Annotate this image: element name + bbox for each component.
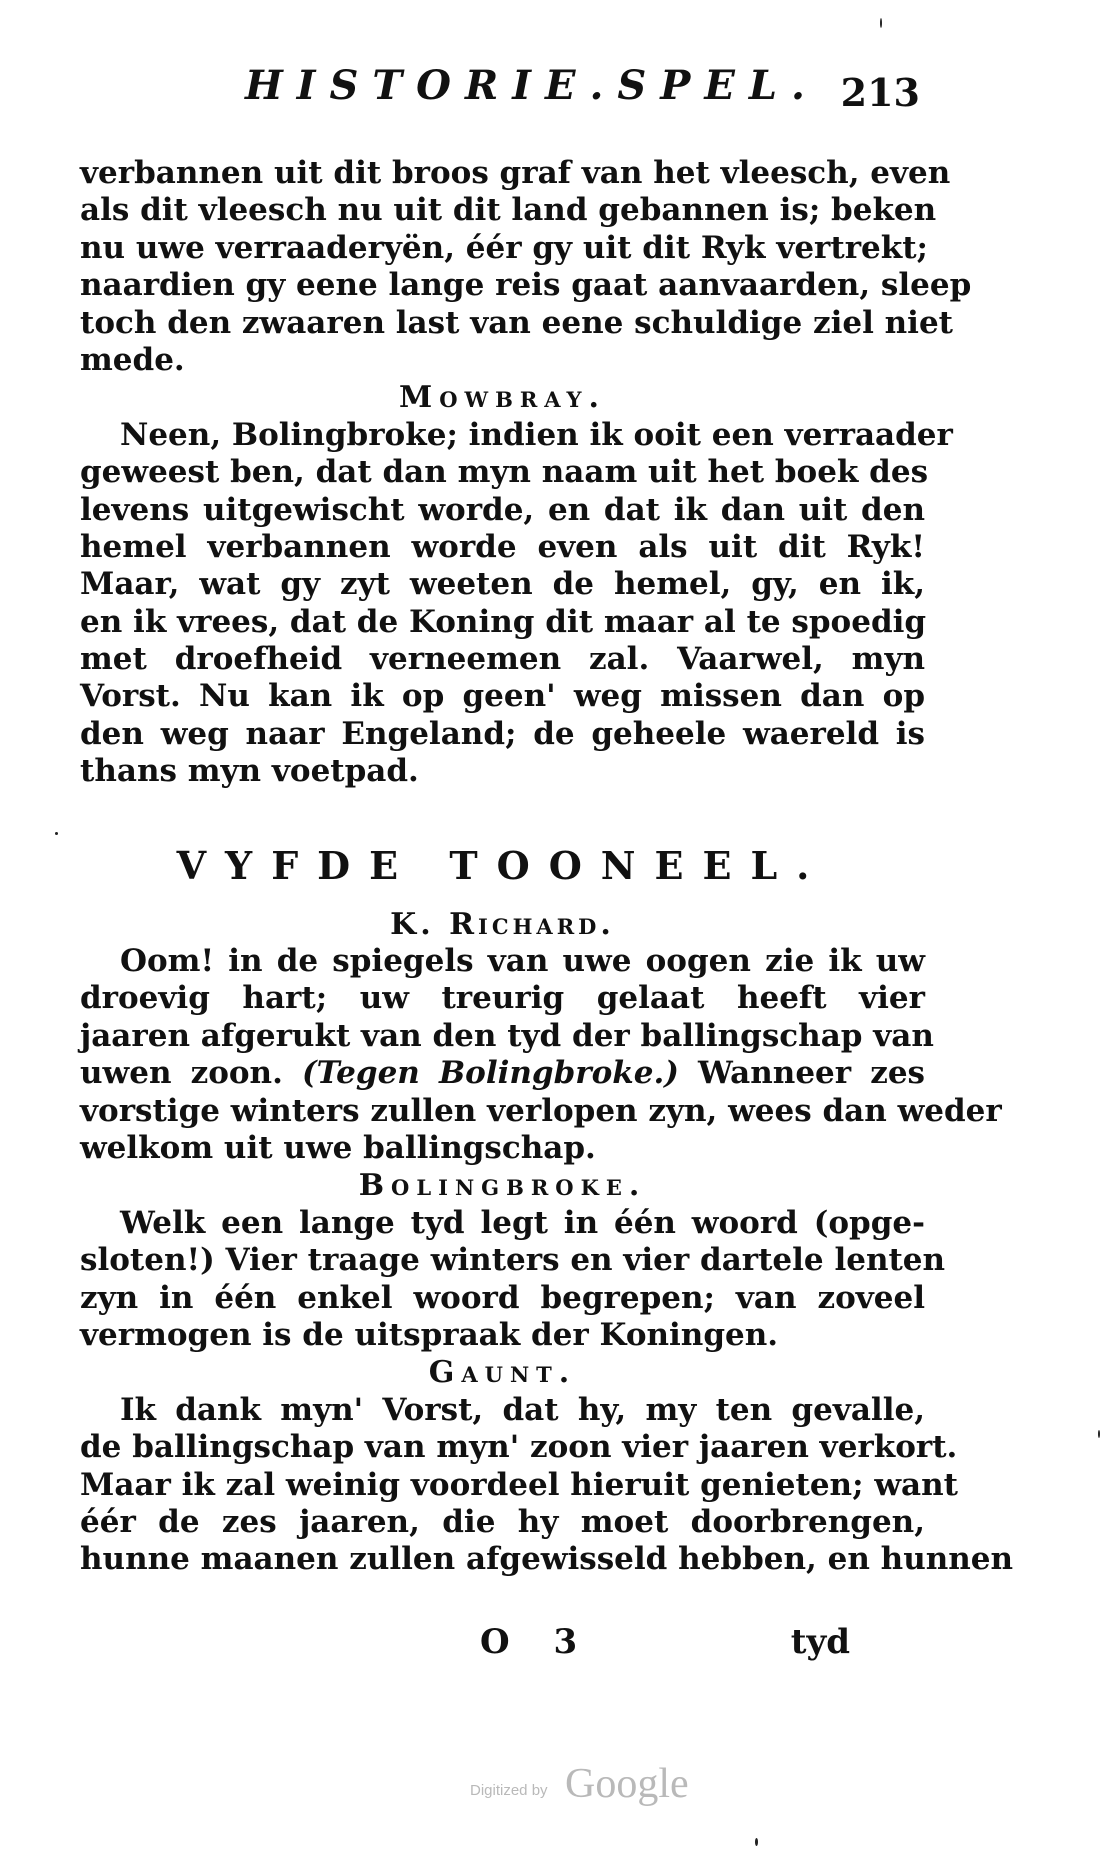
paragraph-gaunt	[80, 1391, 1014, 1579]
speaker-name: K. Richard.	[390, 906, 615, 942]
text-line: hemel verbannen worde even als uit dit Ryk!	[80, 528, 925, 565]
watermark-logo: Google	[565, 1761, 689, 1807]
text-segment: Wanneer zes	[698, 1055, 925, 1092]
text-line: Welk een lange tyd legt in één woord (opge-	[120, 1204, 925, 1241]
stage-direction: (Tegen Bolingbroke.)	[302, 1055, 679, 1092]
paragraph-richard	[80, 943, 1002, 1167]
text-line: vermogen is de uitspraak der Koningen.	[80, 1316, 779, 1353]
speaker-name: Bolingbroke.	[358, 1168, 647, 1204]
text-line: met droefheid verneemen zal. Vaarwel, myn	[80, 641, 925, 678]
paragraph-gaunt-end	[80, 155, 972, 379]
text-line: naardien gy eene lange reis gaat aanvaarden, sleep	[80, 267, 972, 304]
text-line: als dit vleesch nu uit dit land gebannen is; beken	[80, 192, 937, 229]
signature-mark: O 3	[480, 1622, 594, 1662]
text-line: toch den zwaaren last van eene schuldige ziel niet	[80, 304, 953, 341]
text-line: Ik dank myn' Vorst, dat hy, my ten gevalle,	[120, 1391, 925, 1428]
text-line: levens uitgewischt worde, en dat ik dan uit den	[80, 491, 925, 528]
text-segment: uwen zoon.	[80, 1055, 283, 1092]
text-line: éér de zes jaaren, die hy moet doorbrengen,	[80, 1503, 925, 1540]
speaker-name: Mowbray.	[399, 380, 606, 416]
text-line: en ik vrees, dat de Koning dit maar al te spoedig	[80, 603, 927, 640]
paragraph-mowbray	[80, 416, 953, 791]
text-line: den weg naar Engeland; de geheele waereld is	[80, 715, 925, 752]
paragraph-bolingbroke	[80, 1204, 946, 1355]
text-line: sloten!) Vier traage winters en vier dartele lenten	[80, 1242, 946, 1279]
text-line: Maar, wat gy zyt weeten de hemel, gy, en ik,	[80, 566, 925, 603]
text-line: Neen, Bolingbroke; indien ik ooit een verraader	[120, 416, 953, 453]
text-line: zyn in één enkel woord begrepen; van zoveel	[80, 1279, 925, 1316]
text-line: geweest ben, dat dan myn naam uit het boek des	[80, 454, 929, 491]
running-head	[220, 52, 920, 122]
text-line: Vorst. Nu kan ik op geen' weg missen dan op	[80, 678, 925, 715]
scene-spacer	[80, 896, 925, 906]
text-line: droevig hart; uw treurig gelaat heeft vier	[80, 980, 925, 1017]
scene-title: VYFDE TOONEEL.	[176, 842, 829, 888]
text-line: vorstige winters zullen verlopen zyn, wees dan weder	[80, 1092, 1002, 1129]
text-line: Maar ik zal weinig voordeel hieruit genieten; want	[80, 1466, 958, 1503]
catchword: tyd	[790, 1622, 850, 1662]
text-line: hunne maanen zullen afgewisseld hebben, en hunnen	[80, 1541, 1014, 1578]
text-line: Oom! in de spiegels van uwe oogen zie ik uw	[120, 943, 925, 980]
speaker-name: Gaunt.	[428, 1355, 577, 1391]
text-line: nu uwe verraaderyën, éér gy uit dit Ryk vertrekt;	[80, 229, 929, 266]
text-line: de ballingschap van myn' zoon vier jaaren verkort.	[80, 1429, 958, 1466]
print-speck	[55, 832, 58, 835]
digitization-watermark	[470, 1760, 700, 1810]
text-line-with-direction	[80, 1055, 925, 1092]
scene-spacer	[80, 791, 925, 836]
text-line: verbannen uit dit broos graf van het vleesch, even	[80, 155, 951, 191]
text-line: mede.	[80, 341, 185, 378]
page-number: 213	[840, 70, 920, 115]
body-text	[80, 155, 1014, 1579]
text-line: thans myn voetpad.	[80, 753, 419, 790]
print-speck	[1098, 1430, 1100, 1438]
print-speck	[755, 1838, 758, 1846]
watermark-prefix: Digitized by	[470, 1782, 548, 1799]
text-line: welkom uit uwe ballingschap.	[80, 1129, 596, 1166]
text-line: jaaren afgerukt van den tyd der ballingschap van	[80, 1017, 934, 1054]
running-title: HISTORIE.SPEL.	[245, 62, 819, 109]
print-speck	[880, 18, 882, 28]
